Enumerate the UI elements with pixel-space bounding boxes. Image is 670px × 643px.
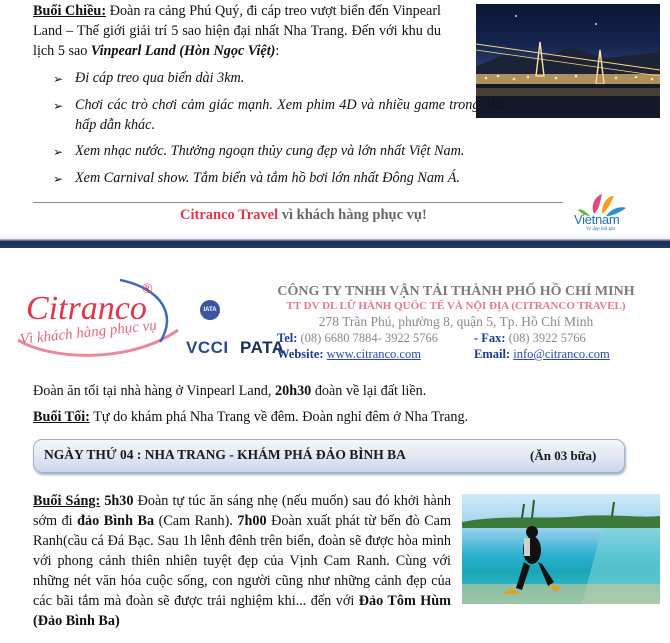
contact-phone — [277, 331, 438, 346]
website-link[interactable]: www.citranco.com — [326, 347, 421, 361]
email-link[interactable]: info@citranco.com — [513, 347, 610, 361]
morning-place-1: đảo Bình Ba — [77, 513, 155, 529]
footer-brand: Citranco Travel — [180, 207, 279, 223]
list-item — [53, 68, 513, 89]
day-banner-meals: (Ăn 03 bữa) — [530, 448, 597, 463]
diving-image — [462, 494, 660, 604]
dinner-text-a: Đoàn ăn tối tại nhà hàng ở Vinpearl Land, — [33, 383, 275, 399]
vcci-text: VCCI — [186, 338, 229, 357]
list-item — [53, 95, 513, 135]
morning-time-2: 7h00 — [237, 513, 267, 529]
contact-website — [277, 347, 421, 362]
vcci-logo — [186, 338, 229, 358]
venue-highlights-list — [53, 68, 513, 189]
company-name: CÔNG TY TNHH VẬN TẢI THÀNH PHỐ HỒ CHÍ MINH — [277, 284, 635, 299]
logo-slogan: Vì khách hàng phục vụ — [19, 317, 158, 348]
footer-slogan: vì khách hàng phục vụ! — [278, 207, 427, 223]
morning-label: Buổi Sáng: — [33, 493, 101, 509]
evening-label: Buổi Tối: — [33, 409, 90, 425]
tel-label: Tel: — [277, 331, 298, 345]
email-label: Email: — [474, 347, 511, 361]
dinner-text-b: đoàn về lại đất liền. — [311, 383, 427, 399]
vietnam-logo-text: Vietnam — [574, 212, 620, 227]
afternoon-venue: Vinpearl Land (Hòn Ngọc Việt) — [90, 43, 276, 59]
footer-divider — [33, 202, 563, 203]
bullet-text: Đi cáp treo qua biển dài 3km. — [75, 70, 245, 86]
afternoon-text-b: : — [275, 43, 280, 59]
fax-value: (08) 3922 5766 — [505, 331, 586, 345]
afternoon-paragraph — [33, 1, 441, 61]
evening-text: Tự do khám phá Nha Trang về đêm. Đoàn nghỉ đêm ở Nha Trang. — [89, 409, 469, 425]
dinner-time: 20h30 — [275, 383, 312, 399]
day-banner — [33, 439, 625, 473]
fax-label: - Fax: — [474, 331, 506, 345]
arrow-bullet-icon: ➢ — [53, 99, 64, 113]
diving-photo — [462, 494, 660, 604]
bullet-text: Xem nhạc nước. Thưởng ngoạn thủy cung đẹp và lớn nhất Việt Nam. — [75, 143, 465, 159]
logo-registered: ® — [142, 282, 153, 297]
pata-logo: PATA — [240, 338, 285, 357]
list-item — [53, 141, 513, 162]
day-banner-title: NGÀY THỨ 04 : NHA TRANG - KHÁM PHÁ ĐẢO BÌNH BA — [44, 447, 406, 462]
arrow-bullet-icon: ➢ — [53, 172, 64, 186]
morning-paragraph — [33, 491, 451, 631]
arrow-bullet-icon: ➢ — [53, 72, 64, 86]
website-label: Website: — [277, 347, 324, 361]
list-item — [53, 168, 513, 189]
arrow-bullet-icon: ➢ — [53, 145, 64, 159]
contact-email — [474, 347, 610, 362]
iata-badge: IATA — [200, 300, 220, 320]
morning-time-1: 5h30 — [104, 493, 134, 509]
bullet-text: Xem Carnival show. Tắm biển và tắm hồ bơi lớn nhất Đông Nam Á. — [75, 170, 460, 186]
tel-value: (08) 6680 7884- 3922 5766 — [297, 331, 438, 345]
page-break-band — [0, 232, 670, 248]
footer-tagline — [180, 207, 427, 224]
logo-name: Citranco — [26, 290, 147, 327]
morning-text-c: Đoàn xuất phát từ bến đò Cam Ranh(cầu cá Đá Bạc. Sau 1h lênh đênh trên biển, đoàn sẽ được hòa mình với phong cảnh thiên nhiên tuyệt đẹp của Vịnh Cam Ranh. Cùng với những nét văn hóa cuộc sống, con người cũng như những cảnh đẹp của các bãi tắm mà đoàn sẽ được trải nghiệm khi... đến với — [33, 513, 451, 609]
contact-fax — [474, 331, 586, 346]
afternoon-text-a: Đoàn ra cảng Phú Quý, đi cáp treo vượt biển đến Vinpearl Land – Thế giới giải trí 5 sao hiện đại nhất Nha Trang. Đến với khu du lịch 5 sao — [33, 3, 441, 59]
company-subtitle: TT DV DL LỮ HÀNH QUỐC TẾ VÀ NỘI ĐỊA (CITRANCO TRAVEL) — [286, 300, 626, 312]
company-address: 278 Trần Phú, phường 8, quận 5, Tp. Hồ Chí Minh — [318, 314, 594, 329]
vietnam-logo-tagline: Vẻ đẹp bất tận — [586, 227, 616, 232]
afternoon-label: Buổi Chiều: — [33, 3, 107, 19]
citranco-logo — [10, 260, 200, 370]
morning-place-2: Đảo Tôm Hùm (Đảo Bình Ba) — [33, 593, 451, 629]
morning-text-b: (Cam Ranh). — [154, 513, 238, 529]
evening-paragraph — [33, 407, 633, 427]
bullet-text: Chơi các trò chơi cảm giác mạnh. Xem phim 4D và nhiều game trong nhà hấp dẫn khác. — [75, 97, 505, 133]
morning-text-a: Đoàn tự túc ăn sáng nhẹ (nếu muốn) sau đó khởi hành sớm đi — [33, 493, 452, 529]
dinner-paragraph — [33, 381, 633, 401]
